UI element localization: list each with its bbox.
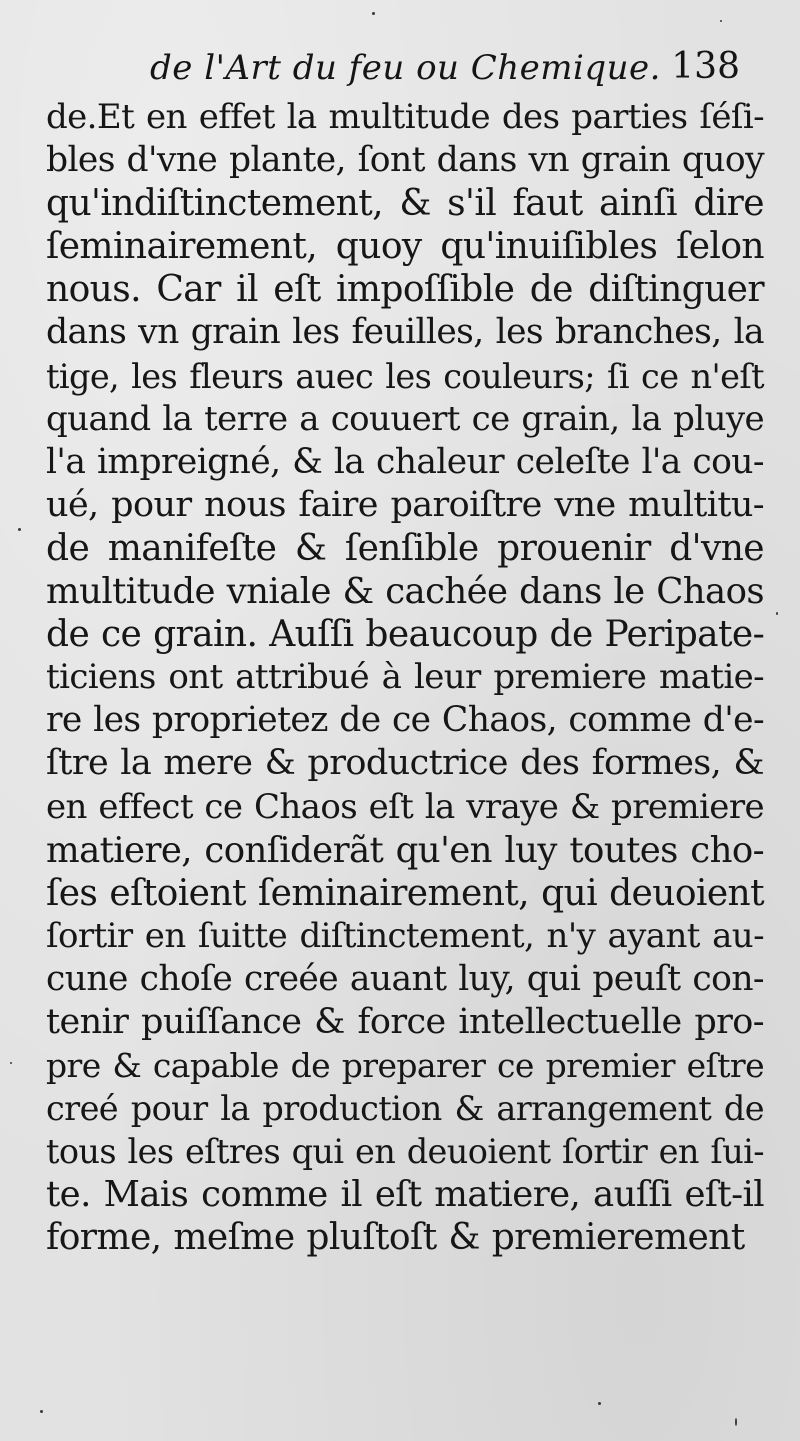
body-text <box>46 96 764 1260</box>
text-line: quand la terre a couuert ce grain, la pluye <box>46 398 764 439</box>
text-line: qu'indiſtinctement, & s'il faut ainſi dire <box>46 183 764 225</box>
paper-speck <box>18 528 21 531</box>
text-line: tous les eſtres qui en deuoient ſortir en ſui- <box>46 1132 764 1172</box>
text-line: te. Mais comme il eſt matiere, auſſi eſt-il <box>46 1174 764 1216</box>
text-line: ſes eſtoient ſeminairement, qui deuoient <box>46 872 764 914</box>
text-line: ticiens ont attribué à leur premiere matie- <box>46 657 764 698</box>
paper-speck <box>40 1410 43 1413</box>
text-line: cune choſe creée auant luy, qui peuſt con- <box>46 958 764 999</box>
text-line: dans vn grain les feuilles, les branches, la <box>46 312 764 353</box>
running-title: de l'Art du feu ou Chemique. <box>150 48 661 88</box>
text-line: pre & capable de preparer ce premier eſtre <box>46 1046 764 1086</box>
text-line: matiere, conſiderãt qu'en luy toutes cho- <box>46 829 764 871</box>
text-line: re les proprietez de ce Chaos, comme d'e- <box>46 700 764 741</box>
text-line: multitude vniale & cachée dans le Chaos <box>46 571 764 613</box>
text-line: ſtre la mere & productrice des formes, & <box>46 743 764 784</box>
text-line: nous. Car il eſt impoſſible de diſtinguer <box>46 269 764 311</box>
text-line: de manifeſte & ſenſible prouenir d'vne <box>46 527 764 569</box>
page-number: 138 <box>671 46 740 87</box>
text-line: tenir puiſſance & force intellectuelle pro- <box>46 1001 764 1042</box>
text-line: ſortir en ſuitte diſtinctement, n'y ayant au- <box>46 915 764 956</box>
text-line: creé pour la production & arrangement de <box>46 1089 764 1129</box>
text-line: l'a impreigné, & la chaleur celeſte l'a cou- <box>46 441 764 482</box>
text-line: de ce grain. Auſſi beaucoup de Peripate- <box>46 614 765 656</box>
paper-speck <box>10 1062 12 1064</box>
paper-speck <box>598 1402 601 1405</box>
paper-speck <box>735 1418 737 1426</box>
paper-speck <box>372 12 375 15</box>
running-head <box>150 40 750 100</box>
text-line: ué, pour nous faire paroiſtre vne multitu- <box>46 484 764 525</box>
text-line: ſeminairement, quoy qu'inuiſibles ſelon <box>46 226 764 268</box>
text-line: bles d'vne plante, ſont dans vn grain quoy <box>46 140 764 181</box>
text-line: forme, meſme pluſtoſt & premierement <box>46 1217 745 1259</box>
paper-speck <box>720 20 722 22</box>
text-line: de.Et en effet la multitude des parties ſéſi- <box>46 97 764 137</box>
text-line: en effect ce Chaos eſt la vraye & premiere <box>46 786 764 827</box>
text-line: tige, les fleurs auec les couleurs; ſi ce n'eſt <box>46 356 764 396</box>
paper-speck <box>776 612 778 615</box>
